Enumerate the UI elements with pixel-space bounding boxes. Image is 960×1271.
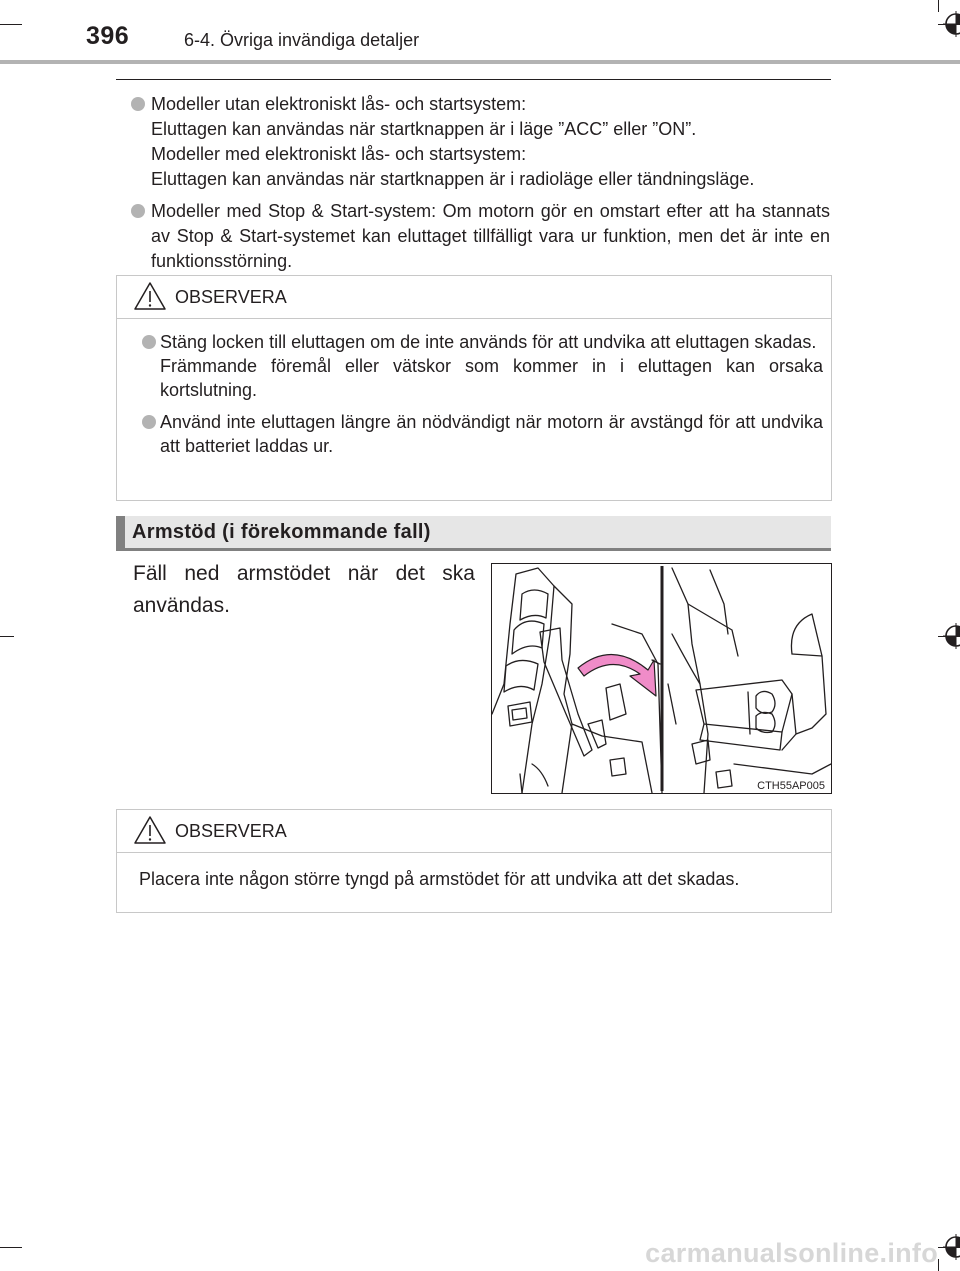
header-rule xyxy=(0,60,960,64)
registration-mark-icon xyxy=(943,1234,960,1260)
crop-mark xyxy=(0,24,22,25)
notice-text: Placera inte någon större tyngd på armstödet för att undvika att det skadas. xyxy=(139,869,740,889)
notice-box xyxy=(116,275,832,501)
bullet-icon xyxy=(142,415,156,429)
notice-header xyxy=(117,276,831,319)
divider xyxy=(116,79,831,80)
notice-text: Stäng locken till eluttagen om de inte används för att undvika att eluttagen skadas. xyxy=(160,332,817,352)
registration-mark-icon xyxy=(943,623,960,649)
crop-mark xyxy=(938,0,939,12)
notice-title: OBSERVERA xyxy=(175,821,287,841)
warning-triangle-icon xyxy=(133,815,167,845)
note-line: Eluttagen kan användas när startknappen är i radioläge eller tändningsläge. xyxy=(151,169,755,189)
section-title: Armstöd (i förekommande fall) xyxy=(132,521,431,543)
figure-code: CTH55AP005 xyxy=(757,780,825,792)
notice-body xyxy=(117,853,831,901)
section-heading xyxy=(116,516,831,551)
crop-mark xyxy=(938,1259,939,1271)
notice-header xyxy=(117,810,831,853)
list-item xyxy=(130,92,830,192)
section-header: 6-4. Övriga invändiga detaljer xyxy=(184,30,420,50)
list-item xyxy=(130,199,830,274)
watermark: carmanualsonline.info xyxy=(645,1238,938,1268)
notice-body xyxy=(117,319,831,476)
bullet-icon xyxy=(142,335,156,349)
registration-mark-icon xyxy=(943,11,960,37)
notice-title: OBSERVERA xyxy=(175,287,287,307)
instruction-text: Fäll ned armstödet när det ska användas. xyxy=(133,562,475,617)
note-text: Modeller med Stop & Start-system: Om motorn gör en omstart efter att ha stannats av Stop & Start-systemet kan eluttaget tillfälligt vara ur funktion, men det är inte en funktionsstörning. xyxy=(151,201,830,271)
note-line: Modeller med elektroniskt lås- och startsystem: xyxy=(151,144,527,164)
outlet-notes xyxy=(130,92,830,281)
bullet-icon xyxy=(131,97,145,111)
crop-mark xyxy=(0,1247,22,1248)
note-line: Modeller utan elektroniskt lås- och startsystem: xyxy=(151,94,527,114)
notice-text: Främmande föremål eller vätskor som kommer in i eluttagen kan orsaka kortslutning. xyxy=(160,356,823,400)
page-number: 396 xyxy=(86,22,130,50)
notice-text: Använd inte eluttagen längre än nödvändigt när motorn är avstängd för att undvika att batteriet laddas ur. xyxy=(160,412,823,456)
crop-mark xyxy=(0,636,14,637)
armrest-illustration xyxy=(491,563,832,794)
list-item xyxy=(131,330,823,402)
section-stripe xyxy=(116,516,125,551)
notice-box xyxy=(116,809,832,913)
warning-triangle-icon xyxy=(133,281,167,311)
bullet-icon xyxy=(131,204,145,218)
list-item xyxy=(131,410,823,458)
note-line: Eluttagen kan användas när startknappen är i läge ”ACC” eller ”ON”. xyxy=(151,119,697,139)
armrest-illustration-drawing xyxy=(492,564,831,793)
